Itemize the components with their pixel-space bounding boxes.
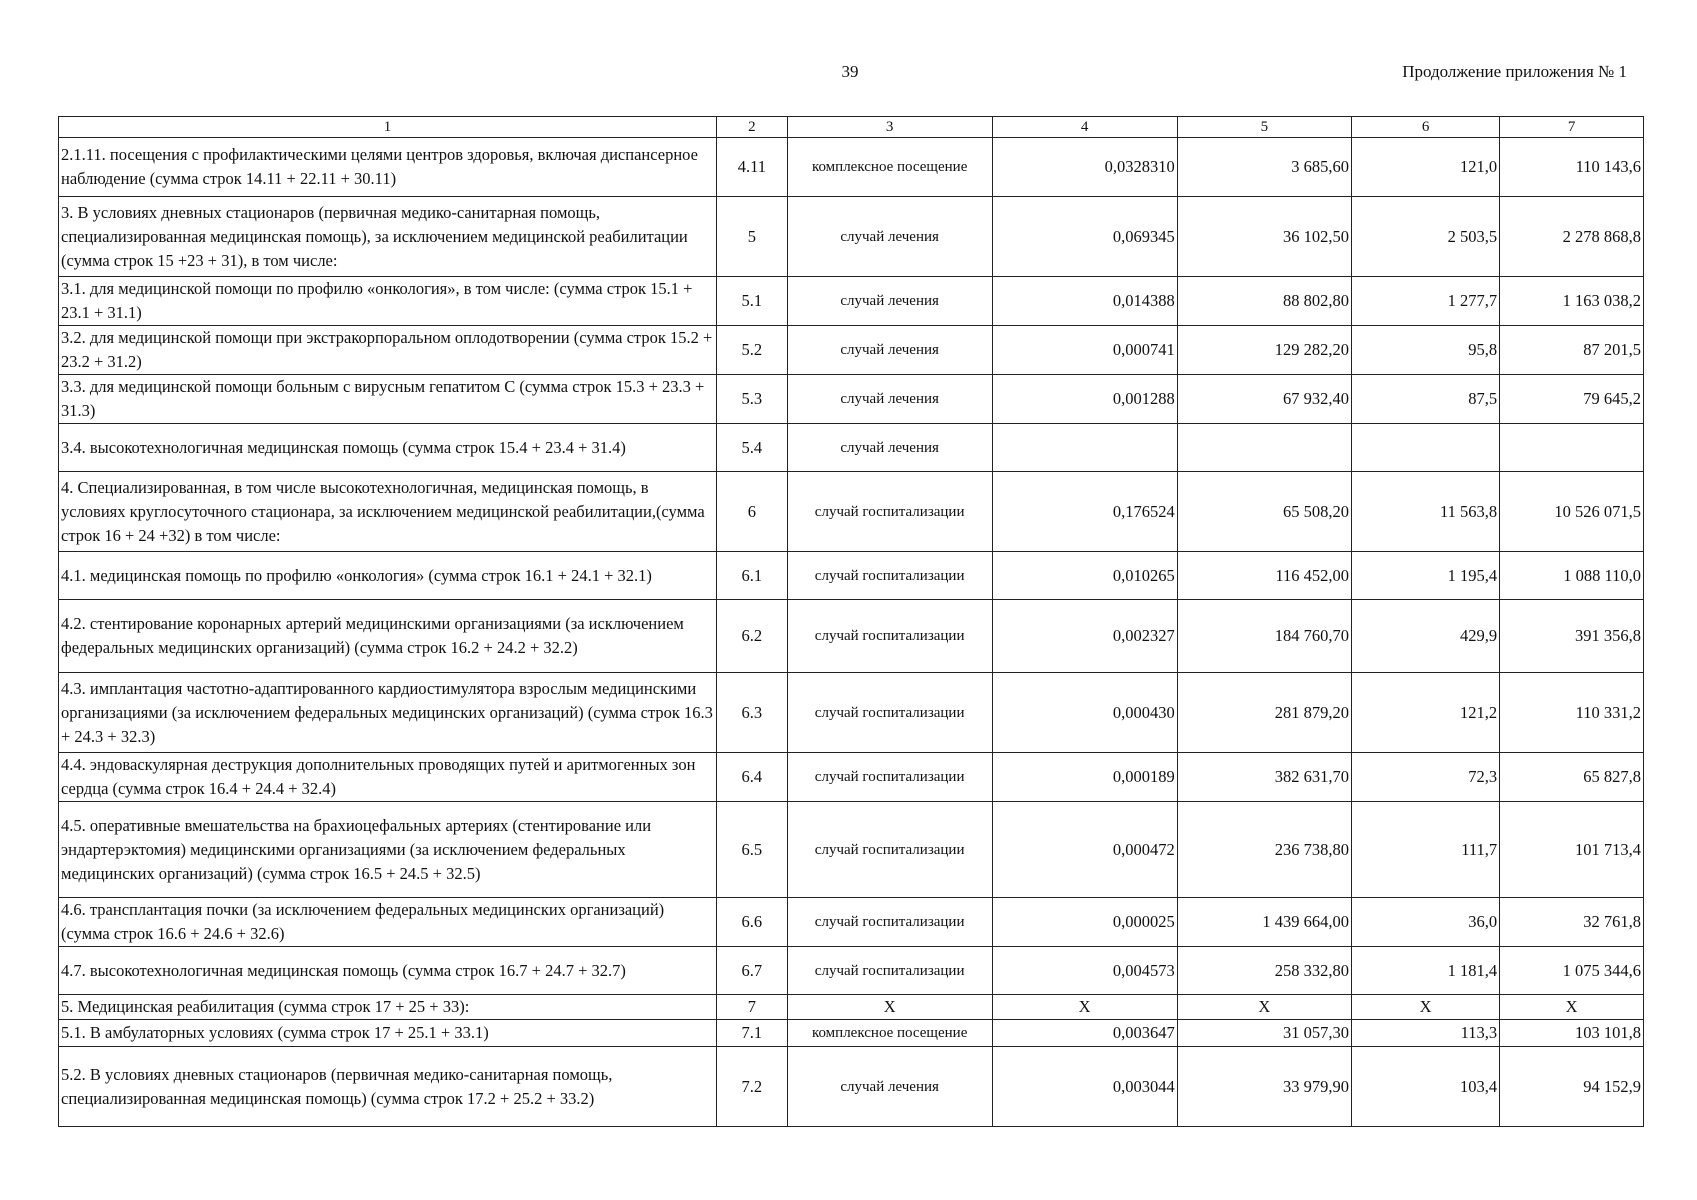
row-code: 7.2 <box>716 1047 787 1127</box>
cell-col6: 1 277,7 <box>1352 277 1500 326</box>
cell-col4: 0,002327 <box>992 600 1177 673</box>
row-name: 4. Специализированная, в том числе высокотехнологичная, медицинская помощь, в условиях круглосуточного стационара, за исключением медицинской реабилитации,(сумма строк 16 + 24 +32) в том числе: <box>59 472 717 552</box>
page-number: 39 <box>841 62 859 81</box>
row-name: 4.6. трансплантация почки (за исключением федеральных медицинских организаций) (сумма строк 16.6 + 24.6 + 32.6) <box>59 898 717 947</box>
table-row <box>59 326 1644 375</box>
table-row <box>59 277 1644 326</box>
cell-col7: 110 143,6 <box>1500 138 1644 197</box>
cell-col5: 65 508,20 <box>1177 472 1351 552</box>
table-row <box>59 673 1644 753</box>
cell-col7: 1 163 038,2 <box>1500 277 1644 326</box>
row-code: 5.1 <box>716 277 787 326</box>
cell-col5: 258 332,80 <box>1177 947 1351 995</box>
cell-col5: 129 282,20 <box>1177 326 1351 375</box>
cell-col7: 65 827,8 <box>1500 753 1644 802</box>
table-row <box>59 1047 1644 1127</box>
cell-col6: 1 195,4 <box>1352 552 1500 600</box>
cell-col4: 0,069345 <box>992 197 1177 277</box>
cell-col4: 0,003647 <box>992 1020 1177 1047</box>
cell-col7: 1 088 110,0 <box>1500 552 1644 600</box>
cell-col6: 121,2 <box>1352 673 1500 753</box>
table-row <box>59 898 1644 947</box>
row-code: 6.1 <box>716 552 787 600</box>
row-code: 6.6 <box>716 898 787 947</box>
financing-table <box>58 116 1644 1127</box>
cell-col7: 101 713,4 <box>1500 802 1644 898</box>
cell-col4: Х <box>992 995 1177 1020</box>
unit-of-measure: случай лечения <box>787 1047 992 1127</box>
cell-col5: 116 452,00 <box>1177 552 1351 600</box>
table-row <box>59 138 1644 197</box>
unit-of-measure: комплексное посещение <box>787 138 992 197</box>
table-row <box>59 424 1644 472</box>
row-name: 4.1. медицинская помощь по профилю «онкология» (сумма строк 16.1 + 24.1 + 32.1) <box>59 552 717 600</box>
unit-of-measure: Х <box>787 995 992 1020</box>
cell-col5: 33 979,90 <box>1177 1047 1351 1127</box>
cell-col4: 0,010265 <box>992 552 1177 600</box>
unit-of-measure: случай госпитализации <box>787 552 992 600</box>
cell-col6: 103,4 <box>1352 1047 1500 1127</box>
cell-col6: 111,7 <box>1352 802 1500 898</box>
unit-of-measure: случай госпитализации <box>787 472 992 552</box>
cell-col5: 36 102,50 <box>1177 197 1351 277</box>
cell-col7: 1 075 344,6 <box>1500 947 1644 995</box>
row-name: 3. В условиях дневных стационаров (первичная медико-санитарная помощь, специализированная медицинская помощь), за исключением медицинской реабилитации (сумма строк 15 +23 + 31), в том числе: <box>59 197 717 277</box>
cell-col4: 0,001288 <box>992 375 1177 424</box>
row-name: 3.1. для медицинской помощи по профилю «онкология», в том числе: (сумма строк 15.1 + 23.1 + 31.1) <box>59 277 717 326</box>
cell-col4: 0,004573 <box>992 947 1177 995</box>
table-row <box>59 1020 1644 1047</box>
row-code: 6.7 <box>716 947 787 995</box>
cell-col5: 382 631,70 <box>1177 753 1351 802</box>
row-code: 6 <box>716 472 787 552</box>
cell-col4: 0,000430 <box>992 673 1177 753</box>
cell-col6: 11 563,8 <box>1352 472 1500 552</box>
cell-col7: 110 331,2 <box>1500 673 1644 753</box>
cell-col5: 31 057,30 <box>1177 1020 1351 1047</box>
unit-of-measure: случай госпитализации <box>787 753 992 802</box>
cell-col6: 1 181,4 <box>1352 947 1500 995</box>
unit-of-measure: случай госпитализации <box>787 898 992 947</box>
row-code: 7 <box>716 995 787 1020</box>
cell-col4: 0,003044 <box>992 1047 1177 1127</box>
table-row <box>59 197 1644 277</box>
row-code: 5.2 <box>716 326 787 375</box>
table-row <box>59 552 1644 600</box>
row-code: 6.3 <box>716 673 787 753</box>
cell-col5: Х <box>1177 995 1351 1020</box>
unit-of-measure: случай лечения <box>787 326 992 375</box>
row-name: 2.1.11. посещения с профилактическими целями центров здоровья, включая диспансерное наблюдение (сумма строк 14.11 + 22.11 + 30.11) <box>59 138 717 197</box>
table-row <box>59 802 1644 898</box>
row-code: 6.2 <box>716 600 787 673</box>
column-header: 3 <box>787 117 992 138</box>
column-header: 6 <box>1352 117 1500 138</box>
cell-col4: 0,0328310 <box>992 138 1177 197</box>
cell-col7: 94 152,9 <box>1500 1047 1644 1127</box>
cell-col7: 2 278 868,8 <box>1500 197 1644 277</box>
unit-of-measure: случай госпитализации <box>787 947 992 995</box>
unit-of-measure: случай лечения <box>787 375 992 424</box>
column-header: 5 <box>1177 117 1351 138</box>
cell-col4: 0,000741 <box>992 326 1177 375</box>
cell-col4: 0,000472 <box>992 802 1177 898</box>
cell-col6: 121,0 <box>1352 138 1500 197</box>
row-code: 6.5 <box>716 802 787 898</box>
row-code: 4.11 <box>716 138 787 197</box>
unit-of-measure: случай лечения <box>787 424 992 472</box>
cell-col5: 1 439 664,00 <box>1177 898 1351 947</box>
cell-col5: 236 738,80 <box>1177 802 1351 898</box>
cell-col6: 72,3 <box>1352 753 1500 802</box>
row-code: 7.1 <box>716 1020 787 1047</box>
cell-col7: Х <box>1500 995 1644 1020</box>
table-row <box>59 600 1644 673</box>
cell-col7: 87 201,5 <box>1500 326 1644 375</box>
row-name: 3.2. для медицинской помощи при экстракорпоральном оплодотворении (сумма строк 15.2 + 23.2 + 31.2) <box>59 326 717 375</box>
unit-of-measure: случай лечения <box>787 277 992 326</box>
cell-col7: 79 645,2 <box>1500 375 1644 424</box>
row-name: 5.1. В амбулаторных условиях (сумма строк 17 + 25.1 + 33.1) <box>59 1020 717 1047</box>
table-row <box>59 995 1644 1020</box>
cell-col6: 87,5 <box>1352 375 1500 424</box>
column-header: 2 <box>716 117 787 138</box>
cell-col5: 281 879,20 <box>1177 673 1351 753</box>
cell-col6: 36,0 <box>1352 898 1500 947</box>
cell-col7 <box>1500 424 1644 472</box>
row-code: 5 <box>716 197 787 277</box>
row-name: 5.2. В условиях дневных стационаров (первичная медико-санитарная помощь, специализированная медицинская помощь) (сумма строк 17.2 + 25.2 + 33.2) <box>59 1047 717 1127</box>
cell-col7: 10 526 071,5 <box>1500 472 1644 552</box>
cell-col6: 113,3 <box>1352 1020 1500 1047</box>
row-name: 4.2. стентирование коронарных артерий медицинскими организациями (за исключением федеральных медицинских организаций) (сумма строк 16.2 + 24.2 + 32.2) <box>59 600 717 673</box>
column-header: 4 <box>992 117 1177 138</box>
row-code: 5.3 <box>716 375 787 424</box>
cell-col4: 0,000189 <box>992 753 1177 802</box>
row-code: 6.4 <box>716 753 787 802</box>
column-header: 1 <box>59 117 717 138</box>
table-row <box>59 947 1644 995</box>
cell-col7: 391 356,8 <box>1500 600 1644 673</box>
cell-col7: 32 761,8 <box>1500 898 1644 947</box>
unit-of-measure: случай госпитализации <box>787 673 992 753</box>
unit-of-measure: случай госпитализации <box>787 802 992 898</box>
row-name: 3.4. высокотехнологичная медицинская помощь (сумма строк 15.4 + 23.4 + 31.4) <box>59 424 717 472</box>
appendix-continuation-note: Продолжение приложения № 1 <box>1402 62 1627 81</box>
cell-col6: Х <box>1352 995 1500 1020</box>
row-name: 4.7. высокотехнологичная медицинская помощь (сумма строк 16.7 + 24.7 + 32.7) <box>59 947 717 995</box>
row-name: 3.3. для медицинской помощи больным с вирусным гепатитом С (сумма строк 15.3 + 23.3 + 31.3) <box>59 375 717 424</box>
row-name: 4.5. оперативные вмешательства на брахиоцефальных артериях (стентирование или эндартерэктомия) медицинскими организациями (за исключением федеральных медицинских организаций) (сумма строк 16.5 + 24.5 + 32.5) <box>59 802 717 898</box>
table-row <box>59 472 1644 552</box>
table-row <box>59 375 1644 424</box>
cell-col6: 95,8 <box>1352 326 1500 375</box>
row-name: 4.3. имплантация частотно-адаптированного кардиостимулятора взрослым медицинскими организациями (за исключением федеральных медицинских организаций) (сумма строк 16.3 + 24.3 + 32.3) <box>59 673 717 753</box>
cell-col4: 0,000025 <box>992 898 1177 947</box>
cell-col6: 429,9 <box>1352 600 1500 673</box>
cell-col5 <box>1177 424 1351 472</box>
cell-col5: 184 760,70 <box>1177 600 1351 673</box>
row-name: 5. Медицинская реабилитация (сумма строк 17 + 25 + 33): <box>59 995 717 1020</box>
row-code: 5.4 <box>716 424 787 472</box>
unit-of-measure: случай госпитализации <box>787 600 992 673</box>
cell-col6: 2 503,5 <box>1352 197 1500 277</box>
cell-col5: 3 685,60 <box>1177 138 1351 197</box>
cell-col6 <box>1352 424 1500 472</box>
row-name: 4.4. эндоваскулярная деструкция дополнительных проводящих путей и аритмогенных зон сердца (сумма строк 16.4 + 24.4 + 32.4) <box>59 753 717 802</box>
table-row <box>59 753 1644 802</box>
cell-col5: 67 932,40 <box>1177 375 1351 424</box>
cell-col4 <box>992 424 1177 472</box>
cell-col5: 88 802,80 <box>1177 277 1351 326</box>
unit-of-measure: комплексное посещение <box>787 1020 992 1047</box>
unit-of-measure: случай лечения <box>787 197 992 277</box>
cell-col4: 0,014388 <box>992 277 1177 326</box>
cell-col4: 0,176524 <box>992 472 1177 552</box>
column-header: 7 <box>1500 117 1644 138</box>
cell-col7: 103 101,8 <box>1500 1020 1644 1047</box>
column-number-row <box>59 117 1644 138</box>
